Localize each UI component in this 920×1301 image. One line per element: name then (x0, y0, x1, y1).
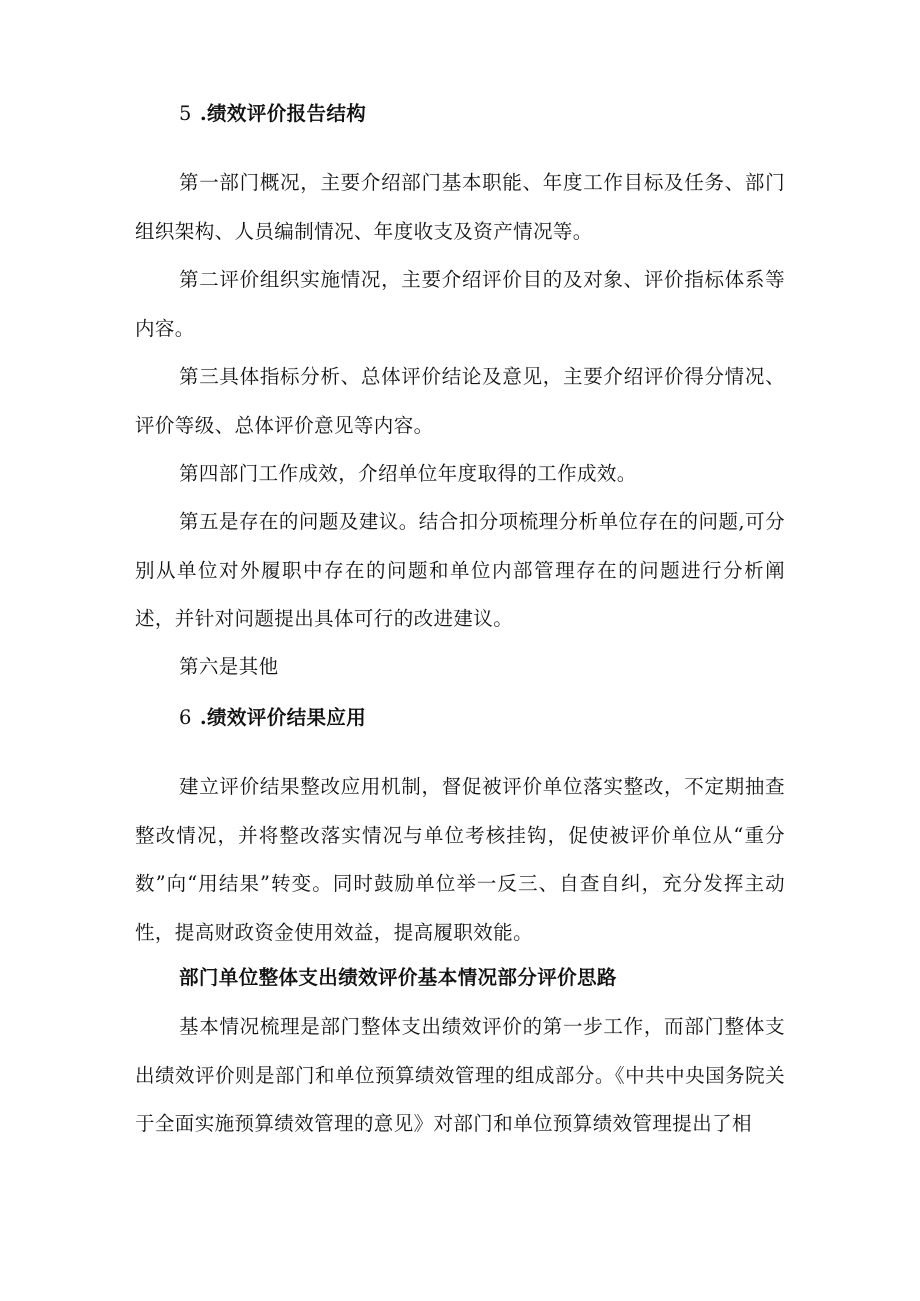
section-5-paragraph-6: 第六是其他 (179, 655, 279, 678)
overall-section-heading: 部门单位整体支出绩效评价基本情况部分评价思路 (179, 966, 617, 989)
section-5-paragraph-4: 第四部门工作成效，介绍单位年度取得的工作成效。 (179, 462, 637, 485)
section-6-title: .绩效评价结果应用 (199, 706, 367, 729)
overall-section-paragraph: 基本情况梳理是部门整体支出绩效评价的第一步工作，而部门整体支出绩效评价则是部门和单位预算绩效管理的组成部分。《中共中央国务院关于全面实施预算绩效管理的意见》对部门和单位预算绩效管理提出了相 (135, 1015, 785, 1135)
section-5-paragraph-3: 第三具体指标分析、总体评价结论及意见，主要介绍评价得分情况、评价等级、总体评价意见等内容。 (135, 365, 785, 437)
section-5-paragraph-2: 第二评价组织实施情况，主要介绍评价目的及对象、评价指标体系等内容。 (135, 268, 785, 340)
section-5-paragraph-1: 第一部门概况，主要介绍部门基本职能、年度工作目标及任务、部门组织架构、人员编制情况、年度收支及资产情况等。 (135, 171, 785, 243)
section-5-number: 5 (179, 102, 192, 125)
section-5-paragraph-5: 第五是存在的问题及建议。结合扣分项梳理分析单位存在的问题,可分别从单位对外履职中存在的问题和单位内部管理存在的问题进行分析阐述，并针对问题提出具体可行的改进建议。 (135, 510, 785, 630)
section-5-title: .绩效评价报告结构 (199, 102, 367, 125)
section-6-paragraph: 建立评价结果整改应用机制，督促被评价单位落实整改，不定期抽查整改情况，并将整改落实情况与单位考核挂钩，促使被评价单位从“重分数”向“用结果”转变。同时鼓励单位举一反三、自查自纠，充分发挥主动性，提高财政资金使用效益，提高履职效能。 (135, 775, 785, 944)
section-5-heading (179, 99, 366, 129)
section-6-number: 6 (179, 706, 192, 729)
section-6-heading (179, 703, 366, 733)
